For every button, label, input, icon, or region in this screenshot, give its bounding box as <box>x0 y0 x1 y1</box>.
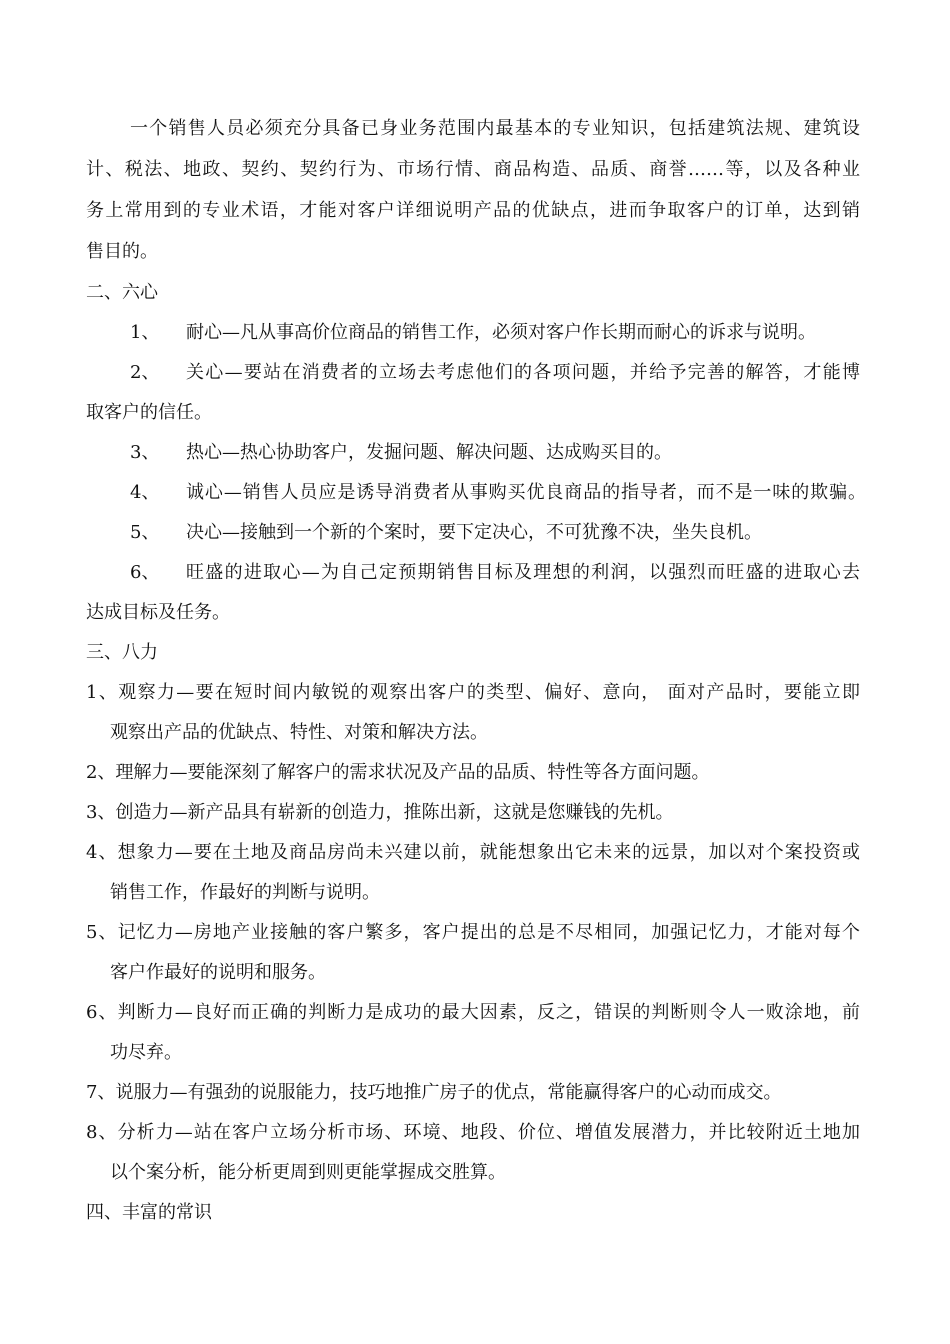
eight-abilities-item-1: 1、观察力—要在短时间内敏锐的观察出客户的类型、偏好、意向， 面对产品时，要能立即 <box>86 682 860 703</box>
six-hearts-item-1-number: 1、 <box>130 322 160 343</box>
six-hearts-item-2-number: 2、 <box>130 362 160 383</box>
section-heading-common-knowledge: 四、丰富的常识 <box>86 1202 212 1223</box>
eight-abilities-item-5-cont: 客户作最好的说明和服务。 <box>110 962 326 983</box>
six-hearts-item-6-text: 旺盛的进取心—为自己定预期销售目标及理想的利润，以强烈而旺盛的进取心去 <box>186 562 860 583</box>
intro-line-1: 一个销售人员必须充分具备已身业务范围内最基本的专业知识，包括建筑法规、建筑设 <box>130 118 860 139</box>
six-hearts-item-6-text-cont: 达成目标及任务。 <box>86 602 230 623</box>
intro-line-3: 务上常用到的专业术语，才能对客户详细说明产品的优缺点，进而争取客户的订单，达到销 <box>86 200 860 221</box>
eight-abilities-item-3: 3、创造力—新产品具有崭新的创造力，推陈出新，这就是您赚钱的先机。 <box>86 802 674 823</box>
eight-abilities-item-6-cont: 功尽弃。 <box>110 1042 182 1063</box>
intro-line-2: 计、税法、地政、契约、契约行为、市场行情、商品构造、品质、商誉……等，以及各种业 <box>86 159 860 180</box>
eight-abilities-item-5: 5、记忆力—房地产业接触的客户繁多，客户提出的总是不尽相同，加强记忆力，才能对每个 <box>86 922 860 943</box>
six-hearts-item-5-number: 5、 <box>130 522 160 543</box>
eight-abilities-item-7: 7、说服力—有强劲的说服能力，技巧地推广房子的优点，常能赢得客户的心动而成交。 <box>86 1082 782 1103</box>
eight-abilities-item-8-cont: 以个案分析，能分析更周到则更能掌握成交胜算。 <box>110 1162 506 1183</box>
eight-abilities-item-6: 6、判断力—良好而正确的判断力是成功的最大因素，反之，错误的判断则令人一败涂地，前 <box>86 1002 860 1023</box>
six-hearts-item-4-text: 诚心—销售人员应是诱导消费者从事购买优良商品的指导者，而不是一味的欺骗。 <box>186 482 866 503</box>
eight-abilities-item-1-cont: 观察出产品的优缺点、特性、对策和解决方法。 <box>110 722 488 743</box>
six-hearts-item-4-number: 4、 <box>130 482 160 503</box>
eight-abilities-item-2: 2、理解力—要能深刻了解客户的需求状况及产品的品质、特性等各方面问题。 <box>86 762 710 783</box>
eight-abilities-item-8: 8、分析力—站在客户立场分析市场、环境、地段、价位、增值发展潜力，并比较附近土地加 <box>86 1122 860 1143</box>
six-hearts-item-5-text: 决心—接触到一个新的个案时，要下定决心，不可犹豫不决，坐失良机。 <box>186 522 762 543</box>
eight-abilities-item-4: 4、想象力—要在土地及商品房尚未兴建以前，就能想象出它未来的远景，加以对个案投资或 <box>86 842 860 863</box>
section-heading-six-hearts: 二、六心 <box>86 282 158 303</box>
intro-line-4: 售目的。 <box>86 241 158 262</box>
section-heading-eight-abilities: 三、八力 <box>86 642 158 663</box>
six-hearts-item-3-text: 热心—热心协助客户，发掘问题、解决问题、达成购买目的。 <box>186 442 672 463</box>
six-hearts-item-6-number: 6、 <box>130 562 160 583</box>
six-hearts-item-2-text: 关心—要站在消费者的立场去考虑他们的各项问题，并给予完善的解答，才能博 <box>186 362 860 383</box>
six-hearts-item-1-text: 耐心—凡从事高价位商品的销售工作，必须对客户作长期而耐心的诉求与说明。 <box>186 322 816 343</box>
six-hearts-item-3-number: 3、 <box>130 442 160 463</box>
six-hearts-item-2-text-cont: 取客户的信任。 <box>86 402 212 423</box>
eight-abilities-item-4-cont: 销售工作，作最好的判断与说明。 <box>110 882 380 903</box>
